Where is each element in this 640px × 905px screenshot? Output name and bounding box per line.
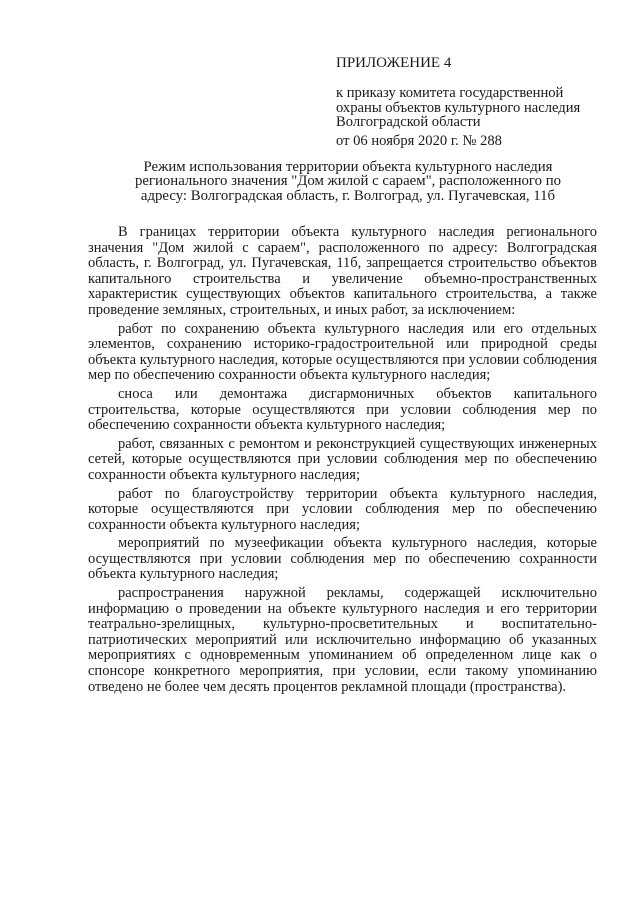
order-reference-line: Волгоградской области [336, 114, 481, 130]
heading-line: адресу: Волгоградская область, г. Волгоград, ул. Пугачевская, 11б [140, 187, 556, 204]
intro-paragraph: В границах территории объекта культурного наследия регионального значения "Дом жилой с сараем", расположенного по адресу: Волгоградская область, г. Волгоград, ул. Пугачевская, 11б, запрещается строительство объектов капитального строительства и увеличение объемно-пространственных характеристик существующих объектов капитального строительства, а также проведение земляных, строительных, и иных работ, за исключением: [88, 224, 597, 318]
document-heading [120, 160, 576, 203]
exception-item: работ по сохранению объекта культурного наследия или его отдельных элементов, сохранению историко-градостроительной или природной среды объекта культурного наследия, которые осуществляются при условии соблюдения мер по обеспечению сохранности объекта культурного наследия; [88, 320, 597, 384]
exception-item: работ по благоустройству территории объекта культурного наследия, которые осуществляются при условии соблюдения мер по обеспечению сохранности объекта культурного наследия; [88, 485, 597, 533]
heading-line: регионального значения "Дом жилой с сараем", расположенного по [134, 173, 562, 190]
heading-line: Режим использования территории объекта культурного наследия [143, 159, 553, 175]
exception-item: распространения наружной рекламы, содержащей исключительно информацию о проведении на объекте культурного наследия и его территории театрально-зрелищных, культурно-просветительных и воспитательно-патриотических мероприятий или исключительно информацию об указанных мероприятиях с одновременным упоминанием об определенном лице как о спонсоре конкретного мероприятия, при условии, если такому упоминанию отведено не более чем десять процентов рекламной площади (пространства). [88, 585, 597, 695]
order-date: от 06 ноября 2020 г. № 288 [336, 133, 502, 149]
appendix-title: ПРИЛОЖЕНИЕ 4 [336, 55, 452, 71]
exception-item: мероприятий по музеефикации объекта культурного наследия, которые осуществляются при условии соблюдения мер по обеспечению сохранности объекта культурного наследия; [88, 535, 597, 583]
document-body [88, 225, 597, 695]
order-reference-line: охраны объектов культурного наследия [336, 99, 581, 116]
order-reference [336, 86, 606, 130]
order-reference-line: к приказу комитета государственной [336, 85, 564, 101]
exception-item: сноса или демонтажа дисгармоничных объектов капитального строительства, которые осуществляются при условии соблюдения мер по обеспечению сохранности объекта культурного наследия; [88, 385, 597, 434]
exception-item: работ, связанных с ремонтом и реконструкцией существующих инженерных сетей, которые осуществляются при условии соблюдения мер по обеспечению сохранности объекта культурного наследия; [88, 435, 597, 483]
